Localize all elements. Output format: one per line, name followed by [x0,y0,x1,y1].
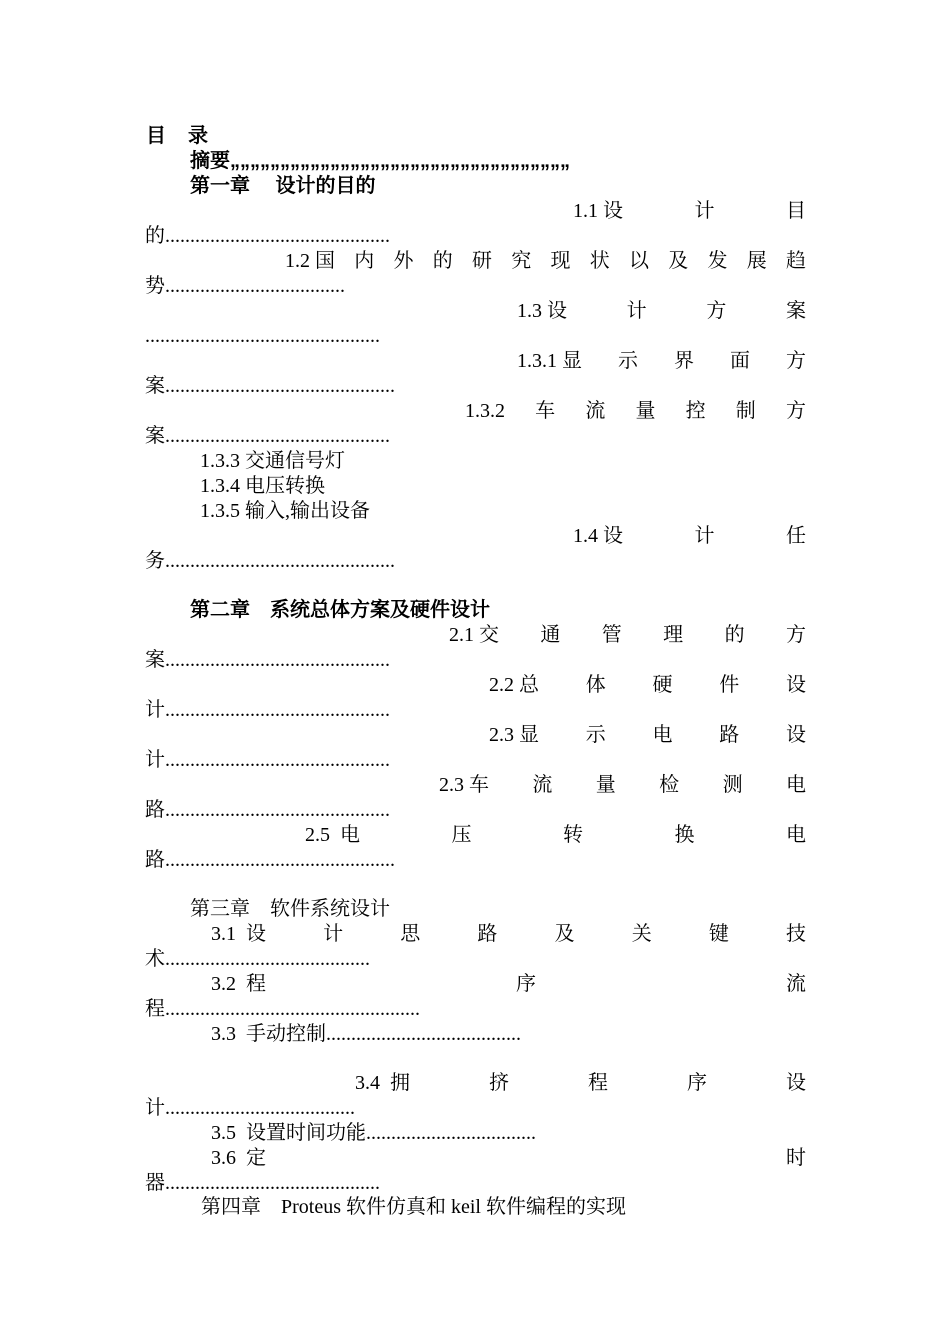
toc-entry-2-5-part: 转 [563,824,583,846]
toc-entry-3-6-dots: 器........................................... [145,1172,380,1194]
toc-entry-3-1-part: 关 [631,923,652,945]
toc-entry-2-5-part: 换 [674,824,695,846]
toc-entry-3-3: 3.3 手动控制....................................... [211,1023,521,1045]
toc-entry-2-4-part: 2.3 车 [439,774,489,796]
toc-entry-1-3-2-part: 车 [535,400,556,422]
toc-entry-3-2-part: 序 [516,973,536,995]
toc-entry-1-3-3: 1.3.3 交通信号灯 [200,450,345,472]
toc-entry-1-3-1-part: 方 [786,350,806,372]
toc-entry-1-1-part: 目 [786,200,806,222]
chapter-2-title: 第二章 系统总体方案及硬件设计 [190,599,490,621]
toc-entry-2-1-part: 管 [601,624,622,646]
toc-entry-1-3-2-part: 量 [635,400,656,422]
toc-entry-3-2-dots: 程................................................... [145,998,420,1020]
toc-entry-2-5-part: 电 [786,824,806,846]
toc-abstract: 摘要„„„„„„„„„„„„„„„„„„„„„„„„„„„„„„„„„„ [190,150,570,172]
toc-entry-3-6-part: 时 [786,1147,806,1169]
toc-entry-3-6-part: 3.6 定 [211,1147,266,1169]
toc-entry-3-1-part: 3.1 设 [211,923,266,945]
toc-entry-2-4-dots: 路............................................. [145,799,390,821]
chapter-4-title: 第四章 Proteus 软件仿真和 keil 软件编程的实现 [201,1196,626,1218]
toc-entry-1-3-2-part: 制 [735,400,756,422]
toc-entry-2-1-part: 方 [785,624,806,646]
toc-entry-2-4-part: 电 [785,774,806,796]
toc-entry-1-2-part: 趋 [786,250,806,272]
toc-entry-2-5 [305,823,806,847]
toc-entry-1-3-4: 1.3.4 电压转换 [200,475,325,497]
toc-entry-3-4-dots: 计...................................... [145,1097,355,1119]
toc-entry-3-4-part: 挤 [489,1072,509,1094]
toc-entry-1-2 [285,249,806,273]
toc-entry-2-3 [489,723,806,747]
toc-entry-1-2-part: 状 [589,250,610,272]
toc-entry-1-2-part: 发 [707,250,728,272]
toc-entry-2-2-part: 硬 [652,674,673,696]
toc-entry-1-3-2 [465,399,806,423]
toc-entry-3-1-part: 键 [708,923,729,945]
toc-entry-2-3-part: 设 [786,724,806,746]
toc-entry-1-3-5: 1.3.5 输入,输出设备 [200,500,370,522]
toc-entry-2-4-part: 流 [532,774,553,796]
toc-entry-1-3-1-part: 示 [618,350,638,372]
toc-entry-1-3-1-part: 界 [674,350,694,372]
toc-entry-1-3-part: 计 [626,300,647,322]
chapter-1-title: 第一章 设计的目的 [190,175,376,197]
toc-heading-mu: 目 [146,125,166,147]
toc-entry-3-1-part: 思 [400,923,421,945]
toc-entry-1-3-1-dots: 案.............................................. [145,375,395,397]
toc-entry-1-2-part: 现 [550,250,571,272]
chapter-3-title: 第三章 软件系统设计 [190,898,390,920]
toc-entry-1-2-dots: 势.................................... [145,275,345,297]
toc-entry-1-3-dots: ............................................... [145,325,380,347]
toc-entry-3-2-part: 流 [786,973,806,995]
toc-entry-1-3-1 [517,349,806,373]
toc-entry-2-1-part: 2.1 交 [449,624,499,646]
toc-entry-1-2-part: 以 [629,250,649,272]
toc-entry-3-1-part: 路 [477,923,498,945]
toc-entry-1-4-part: 任 [786,525,806,547]
toc-entry-1-2-part: 展 [746,250,767,272]
toc-entry-2-2-part: 设 [786,674,806,696]
toc-entry-1-1 [573,199,806,223]
toc-entry-1-2-part: 的 [432,250,453,272]
toc-entry-1-3-part: 案 [785,300,806,322]
toc-entry-1-3-2-dots: 案............................................. [145,425,390,447]
toc-entry-3-4 [355,1071,806,1095]
toc-heading-lu: 录 [188,125,208,147]
toc-entry-1-3-2-part: 流 [585,400,606,422]
toc-entry-2-2 [489,673,806,697]
toc-entry-1-3-2-part: 控 [685,400,706,422]
toc-entry-3-4-part: 程 [588,1072,608,1094]
toc-entry-2-3-part: 电 [652,724,673,746]
toc-entry-3-1-part: 技 [785,923,806,945]
toc-entry-2-2-dots: 计............................................. [145,699,390,721]
toc-entry-1-1-part: 计 [694,200,715,222]
toc-entry-1-2-part: 内 [354,250,375,272]
toc-entry-1-1-dots: 的............................................. [145,225,390,247]
toc-entry-2-1-part: 理 [663,624,684,646]
toc-entry-1-3-part: 1.3 设 [517,300,567,322]
toc-entry-2-4-part: 量 [595,774,616,796]
toc-entry-2-2-part: 体 [585,674,606,696]
toc-entry-3-4-part: 设 [786,1072,806,1094]
toc-entry-1-2-part: 及 [668,250,689,272]
toc-entry-3-1-part: 计 [323,923,344,945]
toc-entry-1-4 [573,524,806,548]
toc-entry-1-2-part: 究 [511,250,532,272]
toc-entry-2-3-part: 路 [719,724,740,746]
toc-entry-2-3-part: 示 [585,724,606,746]
toc-entry-1-3-1-part: 面 [730,350,750,372]
toc-entry-2-1-dots: 案............................................. [145,649,390,671]
toc-entry-1-1-part: 1.1 设 [573,200,623,222]
toc-entry-1-4-part: 计 [694,525,715,547]
toc-entry-1-3-2-part: 方 [785,400,806,422]
toc-entry-2-1-part: 的 [724,624,745,646]
toc-entry-3-4-part: 序 [687,1072,707,1094]
toc-entry-1-2-part: 研 [472,250,492,272]
toc-entry-1-3-2-part: 1.3.2 [465,400,505,422]
toc-entry-3-2-part: 3.2 程 [211,973,266,995]
toc-entry-2-4 [439,773,806,797]
toc-entry-3-5: 3.5 设置时间功能.................................. [211,1122,536,1144]
toc-entry-2-4-part: 检 [659,774,680,796]
toc-entry-2-2-part: 2.2 总 [489,674,539,696]
toc-entry-2-1-part: 通 [540,624,561,646]
toc-entry-1-4-dots: 务.............................................. [145,550,395,572]
toc-entry-2-4-part: 测 [722,774,743,796]
toc-entry-1-3-1-part: 1.3.1 显 [517,350,582,372]
toc-entry-3-1-dots: 术......................................... [145,948,370,970]
toc-entry-3-4-part: 3.4 拥 [355,1072,410,1094]
toc-entry-3-1 [211,922,806,946]
toc-entry-2-1 [449,623,806,647]
toc-entry-1-3 [517,299,806,323]
toc-entry-2-2-part: 件 [719,674,740,696]
toc-entry-1-3-part: 方 [706,300,727,322]
toc-entry-3-6 [211,1146,806,1170]
toc-entry-1-2-part: 外 [393,250,414,272]
toc-entry-2-3-dots: 计............................................. [145,749,390,771]
toc-entry-2-5-part: 压 [451,824,472,846]
toc-entry-2-5-part: 2.5 电 [305,824,360,846]
toc-entry-1-2-part: 1.2 国 [285,250,335,272]
toc-entry-3-1-part: 及 [554,923,575,945]
toc-entry-3-2 [211,972,806,996]
toc-entry-1-4-part: 1.4 设 [573,525,623,547]
toc-entry-2-5-dots: 路.............................................. [145,849,395,871]
toc-entry-2-3-part: 2.3 显 [489,724,539,746]
